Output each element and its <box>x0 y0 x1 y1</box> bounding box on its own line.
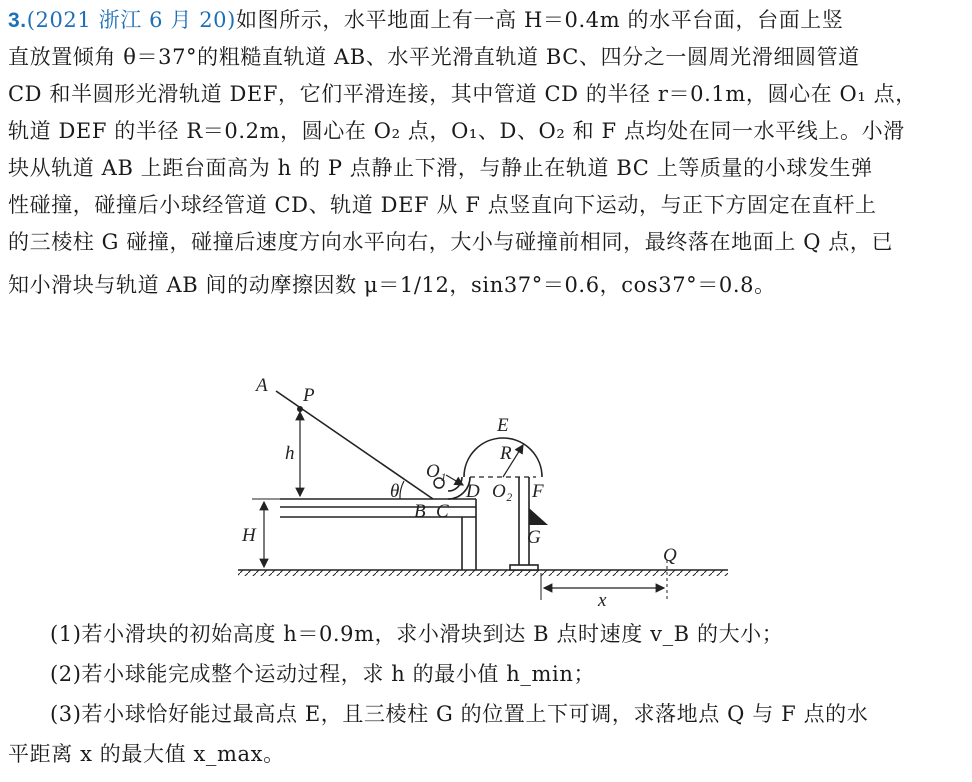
point-P <box>297 406 303 412</box>
problem-line-1 <box>8 2 964 39</box>
physics-diagram <box>0 365 972 625</box>
label-R: R <box>500 443 512 464</box>
label-P: P <box>303 385 315 406</box>
problem-line-1-text: 如图所示，水平地面上有一高 H＝0.4m 的水平台面，台面上竖 <box>235 8 844 32</box>
label-x: x <box>598 590 607 611</box>
question-2: (2)若小球能完成整个运动过程，求 h 的最小值 h_min； <box>50 662 596 686</box>
question-1: (1)若小滑块的初始高度 h＝0.9m，求小滑块到达 B 点时速度 v_B 的大小； <box>50 622 784 646</box>
label-F: F <box>532 481 544 502</box>
label-A: A <box>256 375 268 396</box>
label-theta: θ <box>390 481 400 502</box>
label-G: G <box>527 527 541 548</box>
ground <box>238 570 728 576</box>
problem-text <box>8 2 964 304</box>
question-3: (3)若小球恰好能过最高点 E，且三棱柱 G 的位置上下可调，求落地点 Q 与 F 点的水 <box>50 702 869 726</box>
problem-line-3: CD 和半圆形光滑轨道 DEF，它们平滑连接，其中管道 CD 的半径 r＝0.1m，圆心在 O₁ 点， <box>8 82 917 106</box>
problem-line-2: 直放置倾角 θ＝37°的粗糙直轨道 AB、水平光滑直轨道 BC、四分之一圆周光滑细圆管道 <box>8 45 860 69</box>
label-O1: O₁ <box>426 461 447 482</box>
label-O2: O₂ <box>492 481 513 502</box>
dimension-H <box>252 499 280 567</box>
problem-line-4: 轨道 DEF 的半径 R＝0.2m，圆心在 O₂ 点，O₁、D、O₂ 和 F 点均处在同一水平线上。小滑 <box>8 119 905 143</box>
question-source: (2021 浙江 6 月 20) <box>26 8 236 32</box>
problem-line-6: 性碰撞，碰撞后小球经管道 CD、轨道 DEF 从 F 点竖直向下运动，与正下方固定在直杆上 <box>8 193 877 217</box>
label-h: h <box>285 443 295 464</box>
prism-G <box>529 508 548 525</box>
problem-line-5: 块从轨道 AB 上距台面高为 h 的 P 点静止下滑，与静止在轨道 BC 上等质量的小球发生弹 <box>8 156 873 180</box>
label-D: D <box>466 481 480 502</box>
label-E: E <box>497 415 509 436</box>
question-number: 3. <box>8 9 27 32</box>
label-Q: Q <box>663 545 677 566</box>
questions <box>8 614 964 774</box>
label-H: H <box>242 525 256 546</box>
problem-line-7: 的三棱柱 G 碰撞，碰撞后速度方向水平向右，大小与碰撞前相同，最终落在地面上 Q 点，已 <box>8 230 894 254</box>
question-3-cont: 平距离 x 的最大值 x_max。 <box>8 742 285 766</box>
O1-arrow <box>446 475 463 485</box>
label-C: C <box>436 501 449 522</box>
problem-line-8: 知小滑块与轨道 AB 间的动摩擦因数 μ＝1/12，sin37°＝0.6，cos37°＝0.8。 <box>8 273 776 297</box>
label-B: B <box>414 501 426 522</box>
